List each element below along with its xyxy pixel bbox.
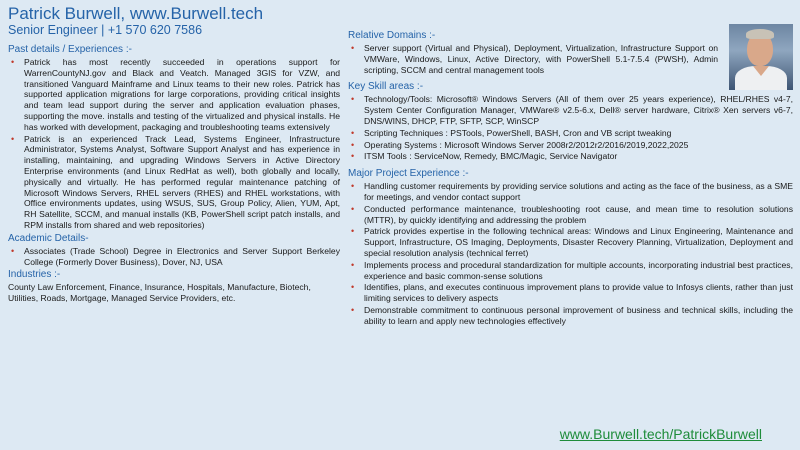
past-experience-heading: Past details / Experiences :- — [8, 44, 132, 55]
past-experience-list — [8, 57, 340, 231]
list-item: • Patrick provides expertise in the following technical areas: Windows and Linux Engineering, Maintenance and Support, Infrastructure, OS Imaging, Deployments, Disaster Recovery Planning, Virtualization, Deployment and special resolution analysis (technical ferret) — [351, 226, 793, 258]
right-column — [348, 28, 793, 328]
list-item: • Operating Systems : Microsoft Windows Server 2008r2/2012r2/2016/2019,2022,2025 — [351, 139, 689, 150]
bullet-icon: • — [351, 282, 355, 293]
key-skills-heading: Key Skill areas :- — [348, 81, 424, 93]
bullet-icon: • — [351, 43, 355, 53]
bullet-icon: • — [11, 133, 15, 144]
list-item: • Demonstrable commitment to continuous personal improvement of business and technical skills, including the ability to learn and apply new technologies effectively — [351, 304, 793, 326]
academic-heading: Academic Details- — [8, 232, 89, 244]
profile-link[interactable]: www.Burwell.tech/PatrickBurwell — [559, 426, 762, 442]
bullet-icon: • — [351, 181, 355, 192]
list-item: • Associates (Trade School) Degree in Electronics and Server Support Berkeley College (Formerly Dover Business), Dover, NJ, USA — [11, 245, 340, 267]
photo-hair — [746, 29, 774, 39]
list-item: • Patrick has most recently succeeded in operations support for WarrenCountyNJ.gov and Black and Veatch. Managed 3GIS for VZW, and transitioned Vanguard Mainframe and Linux teams to their new roles. Patrick has supported application migrations for large corporations, providing critical insights and team lead support during the server and application evaluation phases, supporting the move. installs and testing of the virtualized and physical installs. He has worked with development, packaging and troubleshooting teams extensively — [11, 57, 340, 132]
bullet-icon: • — [351, 304, 355, 315]
list-item: • Scripting Techniques : PSTools, PowerShell, BASH, Cron and VB script tweaking — [351, 127, 672, 138]
academic-list — [8, 246, 340, 268]
list-item: • Technology/Tools: Microsoft® Windows Servers (All of them over 25 years experience), RHEL/RHES v4-7, System Center Configuration Manager, VMWare® v2.5-6.x, Dell® server hardware, Citrix® Xen servers v6-7, DNS/WINS, DHCP, FTP, SFTP, SCP, WinSCP — [351, 94, 793, 126]
list-item: • Conducted performance maintenance, troubleshooting root cause, and mean time to resolution solutions (MTTR), by quickly identifying and addressing the problem — [351, 203, 793, 225]
bullet-icon: • — [351, 139, 355, 150]
list-item: • Implements process and procedural standardization for multiple accounts, incorporating industrial best practices, experience and basic common-sense solutions — [351, 259, 793, 281]
key-skills-list — [348, 94, 793, 162]
profile-photo — [729, 24, 793, 90]
left-column — [8, 4, 340, 304]
job-title-phone: Senior Engineer | +1 570 620 7586 — [8, 23, 203, 37]
bullet-icon: • — [351, 226, 355, 237]
bullet-icon: • — [351, 259, 355, 270]
bullet-icon: • — [351, 203, 355, 214]
industries-text: County Law Enforcement, Finance, Insurance, Hospitals, Manufacture, Biotech, Utilities, Roads, Mortgage, Managed Service Providers, etc. — [8, 282, 311, 304]
list-item: • Identifies, plans, and executes continuous improvement plans to provide value to Infosys clients, rather than just limiting services to delivery aspects — [351, 282, 793, 304]
industries-heading: Industries :- — [8, 269, 61, 281]
list-item: • Handling customer requirements by providing service solutions and acting as the face of the business, as a SME for meetings, and vendor contact support — [351, 181, 793, 202]
bullet-icon: • — [351, 94, 355, 105]
major-project-heading: Major Project Experience :- — [348, 168, 469, 180]
relative-domains-heading: Relative Domains :- — [348, 30, 436, 41]
list-item: • ITSM Tools : ServiceNow, Remedy, BMC/Magic, Service Navigator — [351, 151, 618, 162]
list-item: • Server support (Virtual and Physical), Deployment, Virtualization, Infrastructure Support on VMWare, Windows, Linux, Active Directory, with PowerShell 5.1-7.5.4 (PWSH), Admin scripting, SCCM and central management tools — [351, 43, 718, 75]
bullet-icon: • — [351, 127, 355, 138]
bullet-icon: • — [11, 57, 15, 67]
bullet-icon: • — [11, 245, 15, 256]
page-title: Patrick Burwell, www.Burwell.tech — [8, 4, 264, 23]
relative-domains-list — [348, 43, 718, 75]
bullet-icon: • — [351, 151, 355, 162]
major-project-list — [348, 181, 793, 326]
list-item: • Patrick is an experienced Track Lead, Systems Engineer, Infrastructure Administrator, Systems Analyst, Software Support Analyst and has experience in installing, maintaining, and upgrading Windows Servers in Active Directory Enterprise environments (and Linux RedHat as well), both globally and locally, physically and virtually. He has performed regular maintenance patching of Microsoft Windows Servers, RHEL servers (RHES) and RHEL workstations, with Office environments updates, using WSUS, SUS, Group Policy, Alien, YUM, Apt, RH Satellite, SCCM, and manual installs (KB, PowerShell script patch installs, and RPM installs from shared and web repositories) — [11, 133, 340, 230]
